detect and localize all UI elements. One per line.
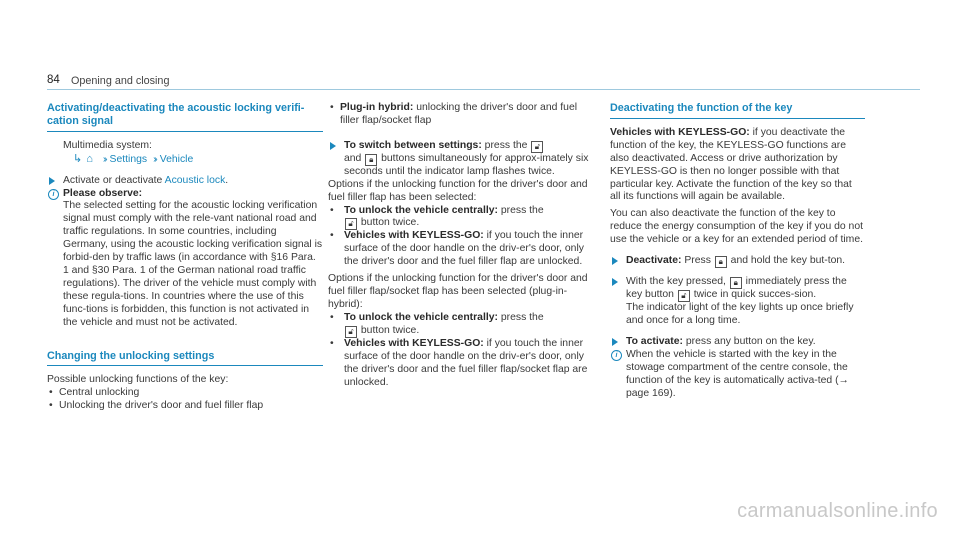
unlock-key-icon: 🔓︎ (345, 218, 357, 230)
section-title: Opening and closing (71, 75, 170, 87)
unlock-key-icon: 🔓︎ (345, 326, 357, 338)
options-text-2: Options if the unlocking function for the driver's door and fuel filler flap/socket flap has been selected (plug-in-hybrid): (328, 273, 588, 310)
column-3 (610, 102, 865, 400)
step-deactivate: Deactivate: Press 🔒︎ and hold the key but-ton. (610, 255, 865, 268)
note-please-observe (47, 188, 323, 330)
chevron-icon: ›› (153, 153, 156, 165)
intro-text: Possible unlocking functions of the key: (47, 374, 229, 386)
list-item: • Central unlocking (47, 387, 323, 400)
menu-vehicle-link[interactable]: Vehicle (159, 153, 194, 165)
step-key-pressed: With the key pressed, 🔒︎ immediately press the key button 🔓︎ twice in quick succes-sion. The indicator light of the key lights up once briefly and once for a long time. (610, 276, 865, 328)
step-activate-acoustic: Activate or deactivate Acoustic lock. (47, 175, 323, 188)
acoustic-lock-link[interactable]: Acoustic lock (164, 174, 226, 186)
unlock-key-icon: 🔓︎ (531, 141, 543, 153)
unlock-key-icon: 🔓︎ (678, 290, 690, 302)
menu-settings-link[interactable]: Settings (109, 153, 148, 165)
indicator-text: The indicator light of the key lights up once briefly and once for a long time. (626, 302, 854, 326)
heading-deactivating-key: Deactivating the function of the key (610, 102, 865, 119)
step-arrow-icon (330, 142, 336, 150)
home-icon: ⌂ (86, 152, 93, 165)
option-unlock-centrally-hybrid: • To unlock the vehicle centrally: press the 🔓︎ button twice. (330, 311, 544, 336)
options-text-1: Options if the unlocking function for the driver's door and fuel filler flap has been selected: (328, 178, 588, 203)
menu-label: Multimedia system: (63, 139, 152, 151)
watermark: carmanualsonline.info (737, 500, 938, 522)
option-unlock-centrally: • To unlock the vehicle centrally: press the 🔓︎ button twice. (330, 204, 544, 229)
column-2 (328, 102, 593, 389)
info-icon: i (48, 189, 59, 200)
lock-key-icon: 🔒︎ (365, 154, 377, 166)
page-header (47, 75, 920, 90)
return-arrow-icon: ↳ (73, 152, 83, 165)
note-title: Please observe: (63, 187, 143, 199)
note-body: The selected setting for the acoustic locking verification signal must comply with the rele-vant national road and traffic regulations. In some countries, including Germany, using the acoustic locking verification signal is forbid-den by traffic laws (in accordance with §16 Para. 1 and §30 Para. 1 of the German national road traffic regulations). The driver of the vehicle must comply with these regula-tions. In countries where the use of this func-tions is forbidden, this function is not activated in the vehicle and must not be activated. (63, 200, 323, 328)
heading-changing-unlocking: Changing the unlocking settings (47, 350, 323, 367)
keyless-go-paragraph: Vehicles with KEYLESS-GO: if you deactivate the function of the key, the KEYLESS-GO functions are also deactivated. Access or drive authorization by KEYLESS-GO is then no longer possible with that particular key. Activate the function of the key so that all its functions will again be available. (610, 126, 852, 203)
option-keyless-go: • Vehicles with KEYLESS-GO: if you touch the inner surface of the door handle on the driv-er's door, only the driver's door and the fuel filler flap are unlocked. (330, 230, 584, 268)
step-arrow-icon (612, 278, 618, 286)
lock-key-icon: 🔒︎ (730, 277, 742, 289)
list-item: • Unlocking the driver's door and fuel filler flap (47, 400, 323, 413)
step-activate: To activate: press any button on the key. (610, 336, 865, 349)
page-number: 84 (47, 74, 60, 86)
column-1 (47, 102, 323, 413)
lock-key-icon: 🔒︎ (715, 256, 727, 268)
page-reference-link[interactable]: → page 169 (626, 374, 849, 399)
chevron-icon: ›› (102, 153, 106, 165)
list-item-plug-in: • Plug-in hybrid: unlocking the driver's door and fuel filler flap/socket flap (328, 102, 593, 128)
info-icon: i (611, 350, 622, 361)
step-arrow-icon (49, 177, 55, 185)
step-arrow-icon (612, 257, 618, 265)
step-switch-settings: To switch between settings: press the 🔓︎ and 🔒︎ buttons simultaneously for approx-imately six seconds until the indicator lamp flashes twice. (328, 140, 593, 179)
step-arrow-icon (612, 338, 618, 346)
menu-path (47, 153, 323, 167)
energy-paragraph: You can also deactivate the function of the key to reduce the energy consumption of the key if you do not use the vehicle or a key for an extended period of time. (610, 208, 863, 246)
heading-acoustic-locking: Activating/deactivating the acoustic locking verifi- cation signal (47, 102, 323, 132)
option-keyless-go-hybrid: • Vehicles with KEYLESS-GO: if you touch the inner surface of the door handle on the driv-er's door, only the driver's door and the fuel filler flap/socket flap are unlocked. (330, 337, 588, 388)
note-stowage: i When the vehicle is started with the key in the stowage compartment of the centre console, the function of the key is automatically activa-ted (→ page 169). (610, 349, 865, 401)
